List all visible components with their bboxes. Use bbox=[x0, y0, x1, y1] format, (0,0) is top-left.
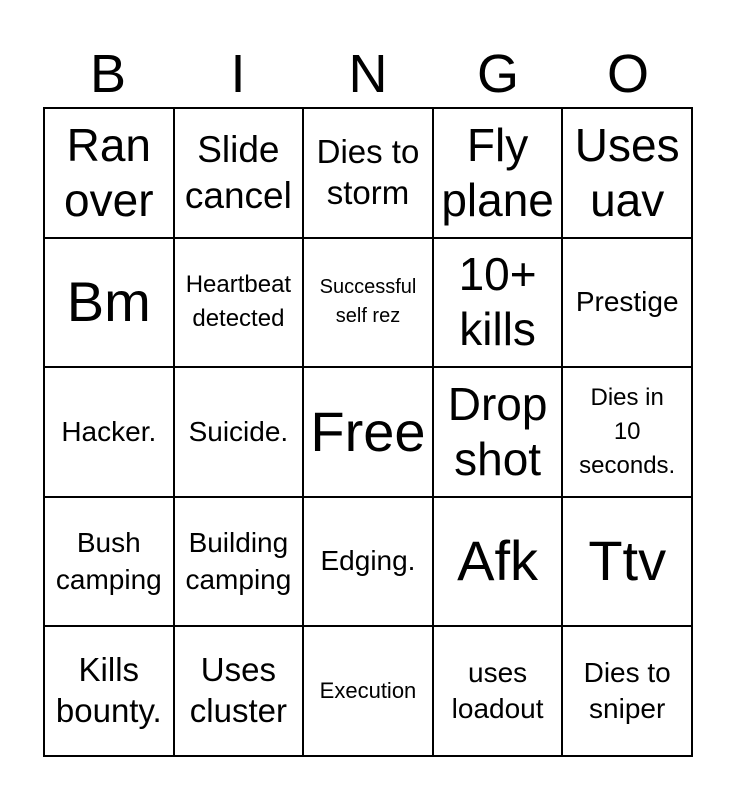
bingo-cell-text: Kills bounty. bbox=[55, 651, 162, 730]
free-space-cell[interactable] bbox=[304, 368, 434, 498]
bingo-cell[interactable] bbox=[175, 368, 305, 498]
bingo-cell[interactable] bbox=[434, 239, 564, 369]
bingo-cell[interactable] bbox=[304, 627, 434, 757]
bingo-cell-text: Ran over bbox=[64, 118, 154, 226]
bingo-cell-text: Fly plane bbox=[441, 118, 554, 226]
bingo-cell[interactable] bbox=[563, 627, 693, 757]
bingo-cell-text: Uses uav bbox=[574, 118, 680, 226]
header-letter-g: G bbox=[476, 44, 519, 104]
bingo-cell[interactable] bbox=[175, 239, 305, 369]
bingo-cell[interactable] bbox=[563, 498, 693, 628]
bingo-cell[interactable] bbox=[45, 368, 175, 498]
bingo-cell[interactable] bbox=[45, 498, 175, 628]
bingo-cell[interactable] bbox=[434, 627, 564, 757]
header-letter-o: O bbox=[606, 44, 649, 104]
bingo-cell[interactable] bbox=[434, 368, 564, 498]
bingo-cell[interactable] bbox=[434, 498, 564, 628]
bingo-cell-text: Slide cancel bbox=[184, 129, 292, 216]
bingo-cell-text: Hacker. bbox=[61, 415, 157, 447]
bingo-cell[interactable] bbox=[304, 109, 434, 239]
bingo-card-grid bbox=[43, 107, 693, 757]
bingo-cell[interactable] bbox=[175, 627, 305, 757]
bingo-cell[interactable] bbox=[563, 109, 693, 239]
header-letter-b: B bbox=[89, 44, 127, 104]
bingo-cell-text: Dies to storm bbox=[316, 132, 420, 211]
bingo-cell-text: Uses cluster bbox=[189, 651, 287, 730]
bingo-cell-text: Building camping bbox=[185, 527, 292, 595]
bingo-cell-text: Afk bbox=[457, 529, 539, 593]
bingo-cell-text: Prestige bbox=[575, 286, 679, 318]
header-letter-n: N bbox=[348, 44, 388, 104]
bingo-cell-text: Free bbox=[310, 399, 426, 463]
bingo-cell[interactable] bbox=[563, 239, 693, 369]
bingo-cell-text: uses loadout bbox=[451, 656, 544, 725]
bingo-cell-text: Successful self rez bbox=[319, 276, 417, 328]
bingo-cell[interactable] bbox=[45, 627, 175, 757]
bingo-cell-text: Suicide. bbox=[188, 415, 289, 447]
bingo-cell-text: Bush camping bbox=[55, 527, 162, 595]
bingo-cell-text: Bm bbox=[66, 270, 151, 334]
bingo-cell[interactable] bbox=[434, 109, 564, 239]
bingo-cell-text: Drop shot bbox=[447, 377, 548, 485]
bingo-cell-text: Ttv bbox=[588, 529, 667, 593]
bingo-cell-text: Dies to sniper bbox=[583, 656, 671, 725]
bingo-cell-text: Dies in 10 seconds. bbox=[579, 383, 676, 480]
bingo-header bbox=[43, 42, 693, 106]
bingo-cell[interactable] bbox=[563, 368, 693, 498]
bingo-cell[interactable] bbox=[45, 239, 175, 369]
bingo-cell-text: 10+ kills bbox=[458, 248, 537, 356]
bingo-cell[interactable] bbox=[45, 109, 175, 239]
bingo-cell-text: Edging. bbox=[320, 545, 416, 577]
bingo-cell[interactable] bbox=[304, 239, 434, 369]
bingo-cell-text: Execution bbox=[319, 678, 417, 704]
bingo-cell[interactable] bbox=[175, 109, 305, 239]
bingo-cell[interactable] bbox=[175, 498, 305, 628]
bingo-cell[interactable] bbox=[304, 498, 434, 628]
bingo-cell-text: Heartbeat detected bbox=[185, 271, 292, 333]
header-letter-i: I bbox=[230, 44, 246, 104]
